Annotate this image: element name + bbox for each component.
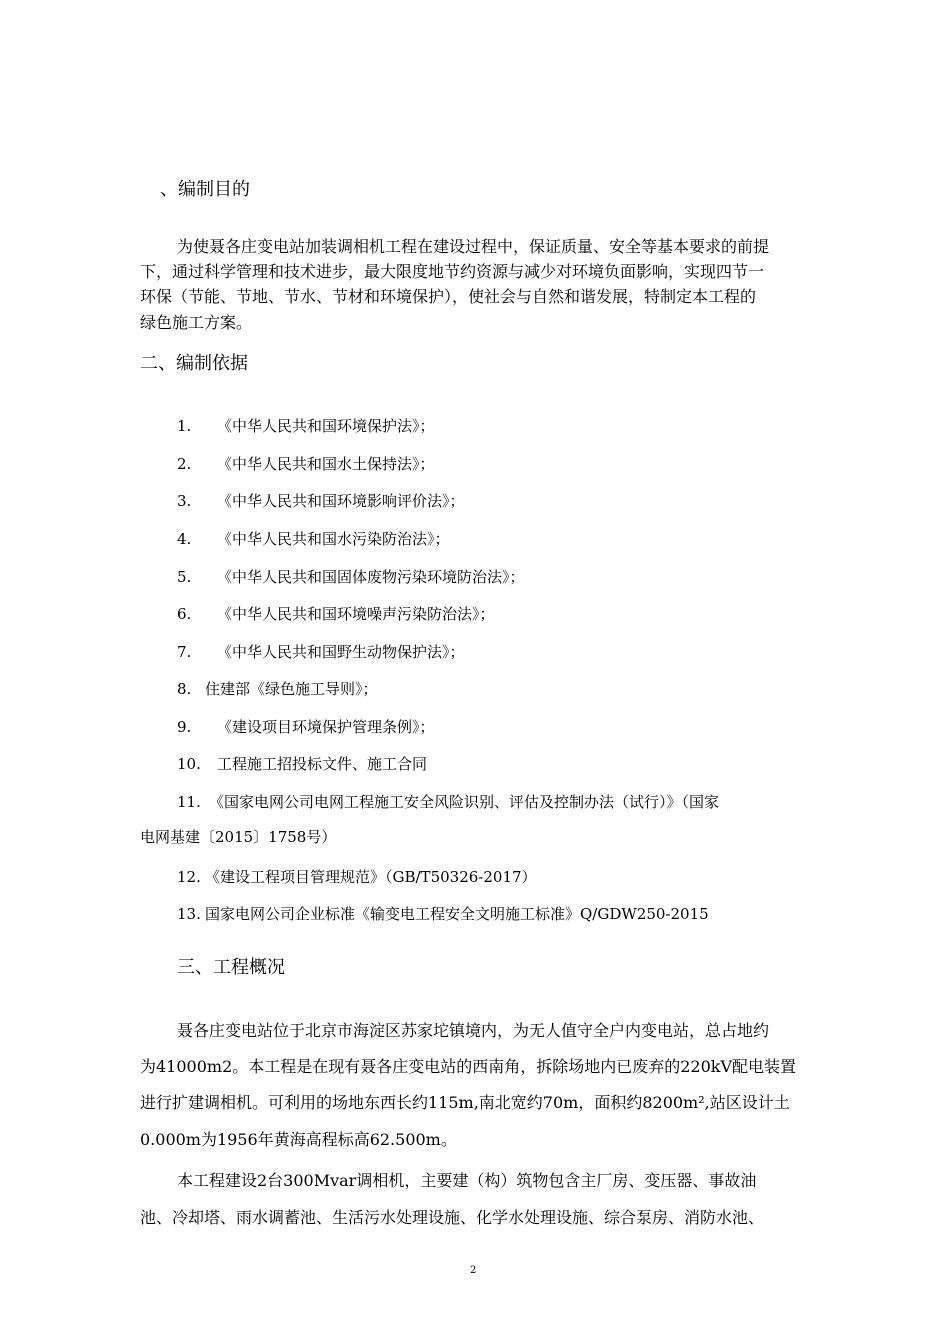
list-item-text: 《中华人民共和国固体废物污染环境防治法》； — [217, 568, 525, 586]
list-item — [177, 866, 537, 887]
section-title-basis: 二、编制依据 — [140, 353, 248, 374]
paragraph-line: 0.000m为1956年黄海高程标高62.500m。 — [140, 1130, 457, 1149]
list-item — [177, 641, 465, 662]
list-item-text: 《中华人民共和国水土保持法》； — [217, 455, 435, 473]
list-item-continuation — [140, 826, 336, 847]
list-item — [177, 753, 427, 774]
paragraph-line: 聂各庄变电站位于北京市海淀区苏家坨镇境内，为无人值守全户内变电站，总占地约 — [177, 1021, 770, 1040]
list-item-number: 8. — [177, 680, 192, 698]
paragraph-line: 本工程建设2台300Mvar调相机，主要建（构）筑物包含主厂房、变压器、事故油 — [177, 1171, 757, 1190]
paragraph-line: 进行扩建调相机。可利用的场地东西长约115m,南北宽约70m，面积约8200m²,站区设计土 — [140, 1093, 790, 1112]
section-title-purpose: 、编制目的 — [160, 179, 250, 200]
list-item-text: 住建部《绿色施工导则》； — [205, 680, 378, 698]
paragraph-line: 下，通过科学管理和技术进步，最大限度地节约资源与减少对环境负面影响，实现四节一 — [140, 262, 765, 281]
list-item-number: 1. — [177, 417, 192, 435]
list-item — [177, 903, 709, 924]
list-item-text: 《中华人民共和国环境影响评价法》； — [217, 492, 465, 510]
list-item-number: 4. — [177, 530, 192, 548]
list-item — [177, 528, 450, 549]
list-item-text: 《中华人民共和国野生动物保护法》； — [217, 643, 465, 661]
list-item-text: 《中华人民共和国环境噪声污染防治法》； — [217, 605, 495, 623]
list-item-number: 9. — [177, 718, 192, 736]
list-item-number: 10. — [177, 755, 201, 773]
paragraph-line: 环保（节能、节地、节水、节材和环境保护），使社会与自然和谐发展，特制定本工程的 — [140, 287, 757, 306]
list-item-number: 2. — [177, 455, 192, 473]
list-item-number: 5. — [177, 568, 192, 586]
list-item-text: 国家电网公司企业标准《输变电工程安全文明施工标准》Q/GDW250-2015 — [205, 905, 709, 923]
list-item-text: 电网基建〔2015〕1758号） — [140, 828, 337, 846]
list-item-number: 13. — [177, 905, 201, 923]
list-item-number: 7. — [177, 643, 192, 661]
list-item-text: 《中华人民共和国环境保护法》； — [217, 417, 435, 435]
list-item-text: 《国家电网公司电网工程施工安全风险识别、评估及控制办法（试行）》（国家 — [209, 793, 720, 811]
list-item-number: 3. — [177, 492, 192, 510]
paragraph-line: 绿色施工方案。 — [140, 313, 253, 332]
paragraph-line: 为41000m2。本工程是在现有聂各庄变电站的西南角，拆除场地内已废弃的220kV配电装置 — [140, 1057, 797, 1076]
list-item-number: 11. — [177, 793, 201, 811]
list-item — [177, 490, 465, 511]
list-item — [177, 453, 435, 474]
list-item — [177, 603, 495, 624]
list-item-number: 6. — [177, 605, 192, 623]
list-item — [177, 678, 378, 699]
list-item-number: 12. — [177, 868, 201, 886]
list-item — [177, 566, 525, 587]
list-item-text: 《建设项目环境保护管理条例》； — [217, 718, 435, 736]
paragraph-line: 池、冷却塔、雨水调蓄池、生活污水处理设施、化学水处理设施、综合泵房、消防水池、 — [140, 1208, 765, 1227]
list-item-text: 工程施工招投标文件、施工合同 — [217, 755, 428, 773]
paragraph-line: 为使聂各庄变电站加装调相机工程在建设过程中，保证质量、安全等基本要求的前提 — [177, 237, 770, 256]
list-item — [177, 791, 719, 812]
section-title-overview: 三、工程概况 — [177, 957, 285, 978]
list-item-text: 《建设工程项目管理规范》（GB/T50326-2017） — [205, 868, 537, 886]
list-item — [177, 716, 435, 737]
list-item — [177, 415, 435, 436]
page-number: 2 — [470, 1265, 477, 1276]
list-item-text: 《中华人民共和国水污染防治法》； — [217, 530, 450, 548]
